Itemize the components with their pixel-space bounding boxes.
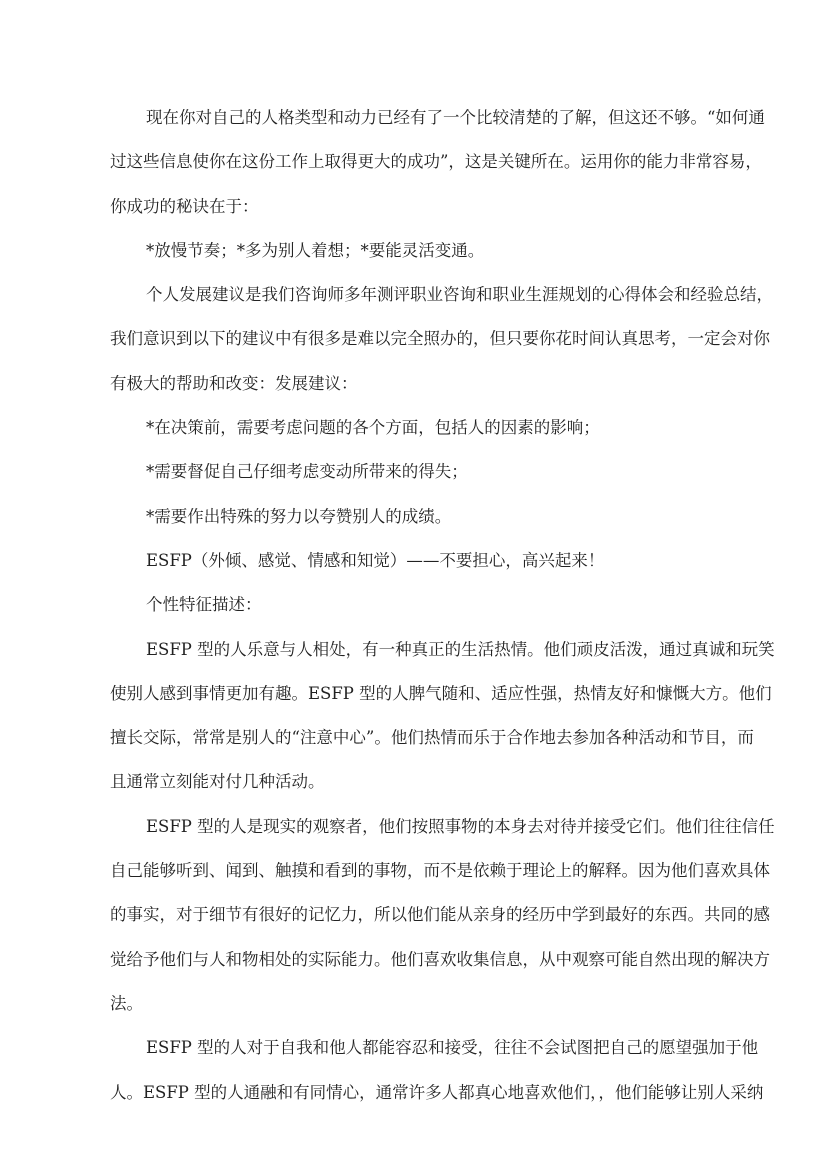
text-line: 人。ESFP 型的人通融和有同情心，通常许多人都真心地喜欢他们，，他们能够让别人采纳 — [110, 1082, 764, 1102]
text-line: 现在你对自己的人格类型和动力已经有了一个比较清楚的了解，但这还不够。“如何通 — [146, 108, 765, 127]
text-line: 自己能够听到、闻到、触摸和看到的事物，而不是依赖于理论上的解释。因为他们喜欢具体 — [110, 861, 770, 881]
paragraph — [110, 273, 773, 406]
paragraph — [110, 539, 722, 583]
paragraph — [110, 583, 722, 627]
text-line: 个人发展建议是我们咨询师多年测评职业咨询和职业生涯规划的心得体会和经验总结， — [146, 285, 773, 305]
text-line: *放慢节奏；*多为别人着想；*要能灵活变通。 — [146, 240, 485, 260]
text-line: 且通常立刻能对付几种活动。 — [110, 772, 325, 792]
paragraph — [110, 406, 722, 450]
document-body — [110, 96, 775, 1115]
text-line: ESFP（外倾、感觉、情感和知觉）——不要担心，高兴起来！ — [146, 550, 605, 570]
paragraph — [110, 805, 775, 1026]
text-line: ESFP 型的人对于自我和他人都能容忍和接受，往往不会试图把自己的愿望强加于他 — [146, 1038, 759, 1058]
text-line: *需要作出特殊的努力以夸赞别人的成绩。 — [146, 506, 452, 526]
paragraph — [110, 450, 722, 494]
text-line: 有极大的帮助和改变：发展建议： — [110, 373, 358, 393]
text-line: 擅长交际，常常是别人的“注意中心”。他们热情而乐于合作地去参加各种活动和节目，而 — [110, 728, 754, 748]
text-line: *需要督促自己仔细考虑变动所带来的得失； — [146, 462, 468, 482]
paragraph — [110, 96, 765, 229]
text-line: 觉给予他们与人和物相处的实际能力。他们喜欢收集信息，从中观察可能自然出现的解决方 — [110, 949, 770, 969]
text-line: 你成功的秘诀在于： — [110, 196, 259, 216]
text-line: 的事实，对于细节有很好的记忆力，所以他们能从亲身的经历中学到最好的东西。共同的感 — [110, 905, 770, 925]
paragraph — [110, 495, 722, 539]
text-line: 个性特征描述： — [146, 595, 262, 615]
text-line: 使别人感到事情更加有趣。ESFP 型的人脾气随和、适应性强，热情友好和慷慨大方。他们 — [110, 683, 772, 703]
paragraph — [110, 229, 722, 273]
paragraph — [110, 628, 775, 805]
text-line: *在决策前，需要考虑问题的各个方面，包括人的因素的影响； — [146, 418, 600, 438]
paragraph — [110, 1026, 764, 1115]
text-line: 我们意识到以下的建议中有很多是难以完全照办的，但只要你花时间认真思考，一定会对你 — [110, 329, 770, 349]
text-line: 过这些信息使你在这份工作上取得更大的成功”，这是关键所在。运用你的能力非常容易， — [110, 152, 762, 172]
text-line: ESFP 型的人乐意与人相处，有一种真正的生活热情。他们顽皮活泼，通过真诚和玩笑 — [146, 639, 775, 659]
text-line: ESFP 型的人是现实的观察者，他们按照事物的本身去对待并接受它们。他们往往信任 — [146, 816, 775, 836]
text-line: 法。 — [110, 993, 143, 1013]
